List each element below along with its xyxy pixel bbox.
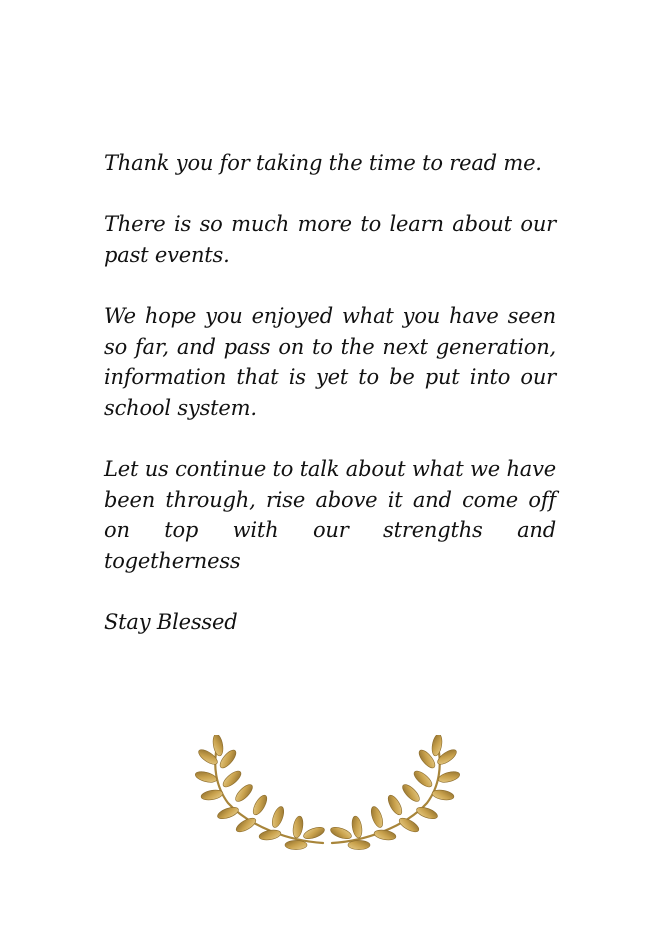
- laurel-right-branch: [329, 735, 461, 850]
- paragraph-thanks: Thank you for taking the time to read me.: [104, 151, 542, 175]
- paragraph-continue: Let us continue to talk about what we have been through, rise above it and come off on top with our strengths and togetherness: [104, 456, 556, 573]
- laurel-left-branch: [194, 735, 326, 850]
- laurel-wreath-icon: [190, 735, 465, 855]
- letter-body: [104, 148, 556, 638]
- paragraph-learn-more: There is so much more to learn about our past events.: [104, 212, 556, 267]
- paragraph-hope: We hope you enjoyed what you have seen so far, and pass on to the next generation, information that is yet to be put into our school system.: [104, 303, 556, 420]
- closing-signoff: Stay Blessed: [104, 609, 238, 634]
